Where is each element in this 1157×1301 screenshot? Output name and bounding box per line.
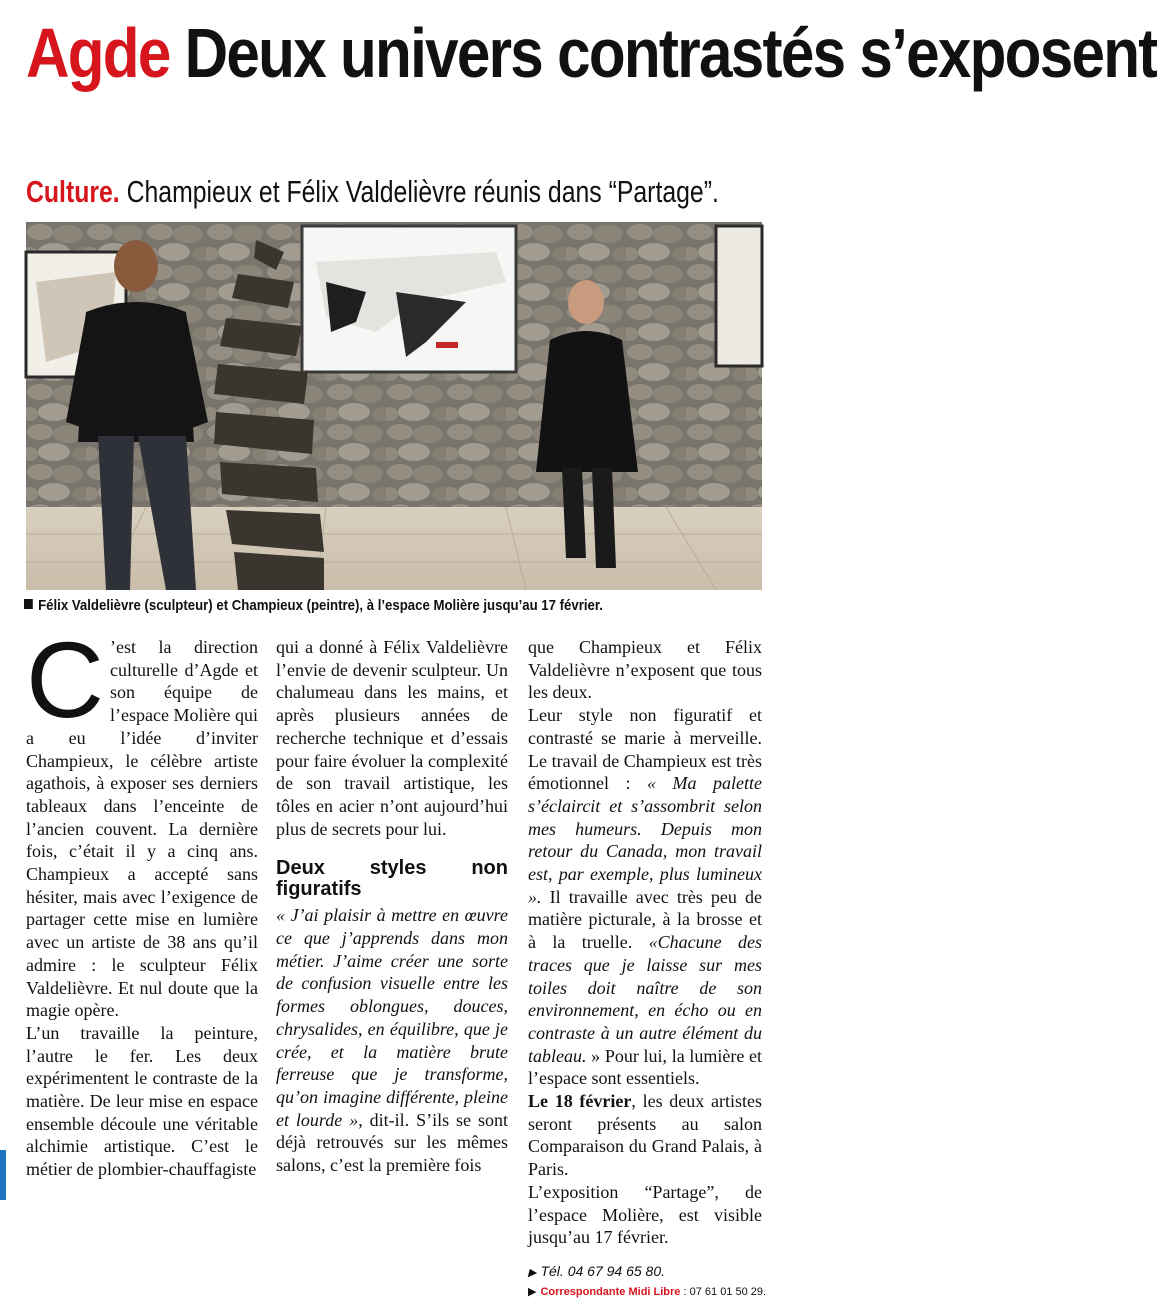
intertitle-text: Deux styles non figuratifs [276,857,508,901]
subhead-text: Champieux et Félix Valdelièvre réunis dans “Partage”. [119,174,719,209]
gallery-photo-illustration [26,222,762,590]
paragraph-style-quote: « Ma palette s’éclaircit et s’assombrit selon mes humeurs. Depuis mon retour du Canada, mon travail est, par exemple, plus lumineux ». [528,773,762,907]
arrow-icon: ▶ [528,1266,537,1279]
headline-location: Agde [26,14,170,92]
paragraph-style-start: Leur style non figuratif et contrasté se marie à merveille. Le travail de Champieux est très émotionnel : [528,705,762,794]
salon-text: , les deux artistes seront présents au salon Comparaison du Grand Palais, à Paris. [528,1091,762,1180]
subhead-kicker: Culture. [26,174,120,209]
paragraph-intro-text: ’est la direction culturelle d’Agde et son équipe de l’espace Molière qui a eu l’idée d’inviter Champieux, le célèbre artiste agathois, à exposer ses derniers tableaux dans l’enceinte de l’ancien couvent. La dernière fois, c’était il y a cinq ans. Champieux a accepté sans hésiter, mais avec l’exigence de partager cette mise en lumière avec un artiste de 38 ans qu’il admire : le sculpteur Félix Valdelièvre. Et nul doute que la magie opère. [26,637,258,1021]
paragraph-2-text: qui a donné à Félix Valdelièvre l’envie de devenir sculpteur. Un chalumeau dans les mains, et après plusieurs années de recherche technique et d’essais pour faire évoluer la complexité de son travail artistique, les tôles en acier n’ont aujourd’hui plus de secrets pour lui. [276,637,508,839]
article-column-3 [528,636,767,1301]
headline-title: Deux univers contrastés s’exposent [184,14,1157,92]
paragraph-style-mid: Il travaille avec très peu de matière picturale, à la brosse et à la truelle. [528,886,762,953]
subheadline [26,172,719,212]
paragraph-2-text: L’un travaille la peinture, l’autre le fer. Les deux expérimentent le contraste de la matière. De leur mise en espace ensemble découle une véritable alchimie artistique. C’est le métier de plombier-chauffagiste [26,1022,258,1180]
article-body [26,619,767,1298]
correspondent-phone: : 07 61 01 50 29. [680,1285,767,1298]
paragraph-quote-cont [528,636,762,704]
quote-attribution: que Champieux et Félix Valdelièvre n’exposent que tous les deux. [528,637,762,703]
paragraph-intro [26,619,258,1022]
paragraph-style-quote-2: «Chacune des traces que je laisse sur mes toiles doit naître de son environnement, en écho ou en contraste à un autre élément du tableau. [528,932,762,1066]
caption-bullet-icon [24,599,33,609]
arrow-icon: ▶ [528,1285,537,1298]
article-column-1 [26,619,258,1181]
intertitle [276,858,508,900]
paragraph-quote [276,904,508,1176]
telephone-text: Tél. 04 67 94 65 80. [540,1262,666,1279]
paragraph-style [528,704,762,1090]
edge-marker [0,1150,6,1200]
caption-text: Félix Valdelièvre (sculpteur) et Champieux (peintre), à l’espace Molière jusqu’au 17 février. [38,597,603,614]
article-column-2 [276,636,508,1177]
paragraph-2 [26,1022,258,1181]
paragraph-salon [528,1090,762,1181]
quote-text: « J’ai plaisir à mettre en œuvre ce que j’apprends dans mon métier. J’aime créer une sorte de confusion visuelle entre les formes oblongues, douces, chrysalides, en équilibre, que je crée, et la matière brute ferreuse que je transforme, qu’on imagine différente, pleine et lourde » [276,905,508,1130]
quote-attribution: , dit-il. S’ils se sont déjà retrouvés sur les mêmes salons, c’est la première fois [276,1109,508,1176]
paragraph-exhibition [528,1181,762,1249]
paragraph-style-end: » Pour lui, la lumière et l’espace sont essentiels. [528,1045,762,1089]
paragraph-2-cont [276,636,508,840]
article-photo [26,222,762,590]
photo-caption [24,596,693,616]
salon-date: Le 18 février [528,1091,632,1112]
tiled-floor [26,507,762,590]
telephone-line [528,1261,762,1283]
dropcap: C [26,619,104,740]
exhibition-text: L’exposition “Partage”, de l’espace Molière, est visible jusqu’au 17 février. [528,1181,762,1248]
painting-right [716,226,762,366]
correspondent-line [528,1283,767,1301]
headline [26,14,1157,92]
correspondent-label: Correspondante Midi Libre [540,1285,681,1298]
